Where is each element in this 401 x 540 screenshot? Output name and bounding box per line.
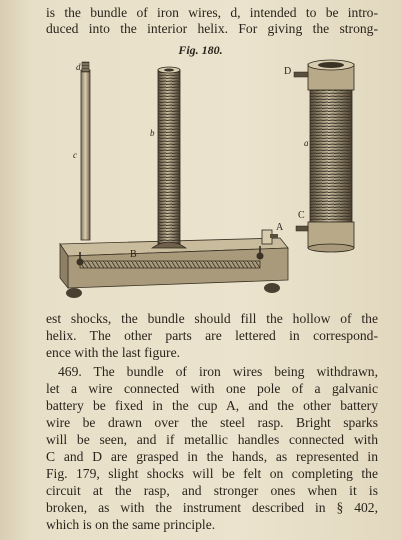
label-a: a [304, 138, 309, 148]
text-line: C and D are grasped in the hands, as represented in [46, 449, 378, 464]
label-B: B [130, 249, 137, 260]
label-C: C [298, 210, 305, 221]
apparatus-illustration [40, 58, 370, 308]
text-line: let a wire connected with one pole of a galvanic [46, 381, 378, 396]
text-line: est shocks, the bundle should fill the hollow of the [46, 311, 378, 326]
label-b: b [150, 128, 155, 138]
text-line: duced into the interior helix. For giving the strong- [46, 21, 378, 36]
label-c: c [73, 150, 77, 160]
label-d: d [76, 62, 81, 72]
text-line: is the bundle of iron wires, d, intended to be intro- [46, 5, 378, 20]
figure-caption: Fig. 180. [178, 43, 223, 57]
iron-wire-bundle [81, 62, 90, 240]
text-line: broken, as with the instrument described in § 402, [46, 500, 378, 515]
interior-helix [294, 60, 354, 252]
paragraph-469-line: 469. The bundle of iron wires being withdrawn, [58, 364, 378, 379]
text-line: which is on the same principle. [46, 517, 216, 532]
label-A: A [276, 222, 284, 233]
text-line: helix. The other parts are lettered in correspond- [46, 328, 378, 343]
text-line: will be seen, and if metallic handles connected with [46, 432, 378, 447]
text-line: ence with the last figure. [46, 345, 180, 360]
text-line: wire be drawn over the steel rasp. Bright sparks [46, 415, 378, 430]
central-helix [152, 67, 186, 248]
text-line: battery be fixed in the cup A, and the other battery [46, 398, 378, 413]
label-D: D [284, 66, 292, 77]
text-line: circuit at the rasp, and stronger ones when it is [46, 483, 378, 498]
text-line: Fig. 179, slight shocks will be felt on completing the [46, 466, 378, 481]
